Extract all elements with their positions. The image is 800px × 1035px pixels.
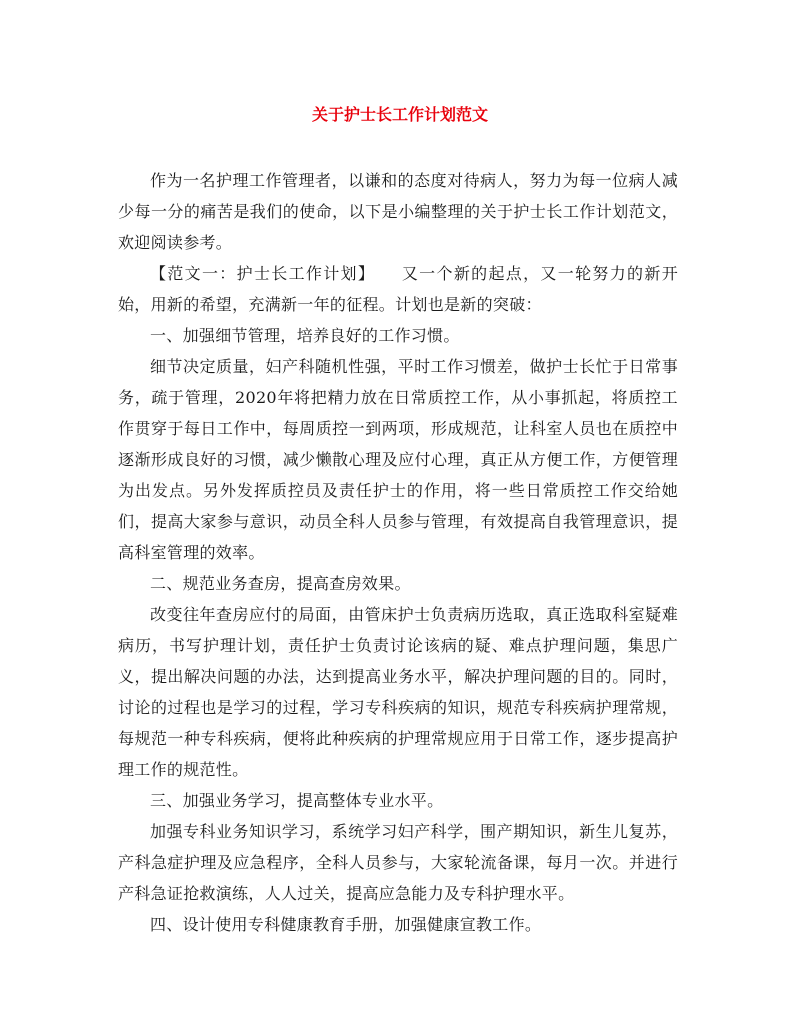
section-heading-2: 二、规范业务查房，提高查房效果。: [150, 574, 411, 593]
document-title: 关于护士长工作计划范文: [311, 105, 488, 124]
paragraph-intro: 作为一名护理工作管理者，以谦和的态度对待病人，努力为每一位病人减少每一分的痛苦是我们的使命，以下是小编整理的关于护士长工作计划范文，欢迎阅读参考。: [118, 171, 678, 252]
paragraph-sample-one-heading: 【范文一：护士长工作计划】 又一个新的起点，又一轮努力的新开始，用新的希望，充满新一年的征程。计划也是新的突破：: [118, 264, 678, 314]
paragraph-section-3: 加强专科业务知识学习，系统学习妇产科学，围产期知识，新生儿复苏，产科急症护理及应急程序，全科人员参与，大家轮流备课，每月一次。并进行产科急证抢救演练，人人过关，提高应急能力及专科护理水平。: [118, 822, 678, 903]
paragraph-section-2: 改变往年查房应付的局面，由管床护士负责病历选取，真正选取科室疑难病历，书写护理计划，责任护士负责讨论该病的疑、难点护理问题，集思广义，提出解决问题的办法，达到提高业务水平，解决护理问题的目的。同时，讨论的过程也是学习的过程，学习专科疾病的知识，规范专科疾病护理常规，每规范一种专科疾病，便将此种疾病的护理常规应用于日常工作，逐步提高护理工作的规范性。: [118, 605, 678, 779]
document-body: [118, 165, 678, 940]
paragraph-section-1: 细节决定质量，妇产科随机性强，平时工作习惯差，做护士长忙于日常事务，疏于管理，2020年将把精力放在日常质控工作，从小事抓起，将质控工作贯穿于每日工作中，每周质控一到两项，形成规范，让科室人员也在质控中逐渐形成良好的习惯，减少懒散心理及应付心理，真正从方便工作，方便管理为出发点。另外发挥质控员及责任护士的作用，将一些日常质控工作交给她们，提高大家参与意识，动员全科人员参与管理，有效提高自我管理意识，提高科室管理的效率。: [118, 357, 678, 562]
section-heading-3: 三、加强业务学习，提高整体专业水平。: [150, 791, 444, 810]
section-heading-4: 四、设计使用专科健康教育手册，加强健康宣教工作。: [150, 915, 542, 934]
section-heading-1: 一、加强细节管理，培养良好的工作习惯。: [150, 326, 460, 345]
